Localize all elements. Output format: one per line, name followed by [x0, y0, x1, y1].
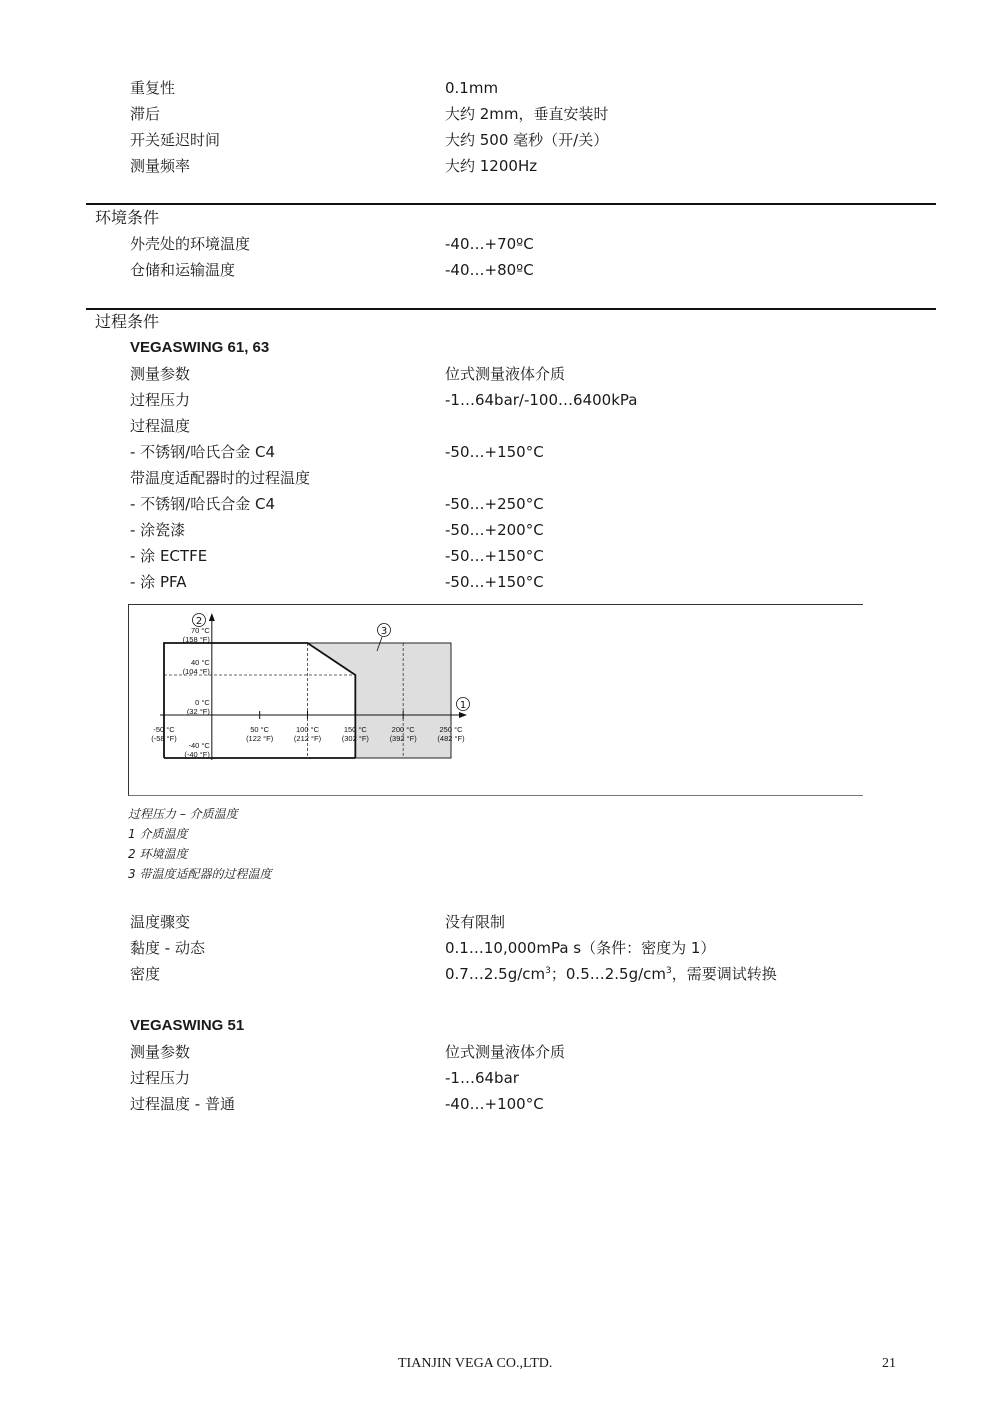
footer-company: TIANJIN VEGA CO.,LTD. [398, 1356, 553, 1371]
spec-value: 位式测量液体介质 [445, 365, 566, 383]
section-divider [86, 203, 936, 205]
spec-label: 过程压力 [130, 391, 191, 409]
spec-value: -1…64bar [445, 1069, 519, 1087]
spec-label: 仓储和运输温度 [130, 261, 236, 279]
section-divider [86, 308, 936, 310]
region-marker-label: 3 [380, 626, 388, 637]
spec-value: 大约 500 毫秒（开/关） [445, 131, 609, 149]
spec-label: - 涂 ECTFE [130, 547, 208, 565]
temperature-chart [129, 605, 863, 795]
spec-value: 0.1…10,000mPa s（条件：密度为 1） [445, 939, 716, 957]
spec-label: 测量频率 [130, 157, 191, 175]
figure-caption-item: 3 带温度适配器的过程温度 [128, 867, 272, 881]
y-tick-label: -40 °C [188, 741, 210, 750]
spec-label: - 不锈钢/哈氏合金 C4 [130, 443, 276, 461]
x-tick-label: 250 °C [439, 725, 463, 734]
x-tick-label: (122 °F) [246, 734, 274, 743]
y-tick-label: (158 °F) [182, 635, 210, 644]
spec-value: -50…+150°C [445, 573, 544, 591]
y-axis-arrow [209, 613, 215, 621]
spec-label: - 不锈钢/哈氏合金 C4 [130, 495, 276, 513]
spec-label: 黏度 - 动态 [130, 939, 205, 957]
x-tick-label: 150 °C [343, 725, 367, 734]
density-value [445, 963, 777, 985]
spec-label: 过程温度 - 普通 [130, 1095, 235, 1113]
figure-caption-item: 2 环境温度 [128, 847, 188, 861]
spec-value: 没有限制 [445, 913, 506, 931]
x-tick-label: 200 °C [391, 725, 415, 734]
spec-value: -50…+150°C [445, 443, 544, 461]
chart-frame [128, 604, 863, 796]
spec-value: -40…+80ºC [445, 261, 534, 279]
superscript: 3 [666, 966, 672, 976]
figure-caption-item: 1 介质温度 [128, 827, 188, 841]
x-tick-label: -50 °C [153, 725, 175, 734]
spec-label: 测量参数 [130, 365, 191, 383]
density-text: ，需要调试转换 [671, 965, 777, 983]
spec-label: 温度骤变 [130, 913, 191, 931]
spec-label: 过程压力 [130, 1069, 191, 1087]
section-title-environment: 环境条件 [95, 208, 160, 227]
superscript: 3 [545, 966, 551, 976]
x-tick-label: (482 °F) [437, 734, 465, 743]
adapter-region [308, 643, 452, 758]
figure-caption-title: 过程压力 – 介质温度 [128, 807, 238, 821]
spec-label: - 涂 PFA [130, 573, 187, 591]
y-tick-label: (-40 °F) [184, 750, 210, 759]
spec-value: -40…+100°C [445, 1095, 544, 1113]
x-axis-arrow [459, 712, 467, 718]
y-tick-label: 0 °C [195, 698, 210, 707]
x-tick-label: 100 °C [295, 725, 320, 734]
density-text: 0.7…2.5g/cm [445, 965, 546, 983]
x-tick-label: (392 °F) [389, 734, 417, 743]
spec-value: -1…64bar/-100…6400kPa [445, 391, 638, 409]
density-text: ；0.5…2.5g/cm [550, 965, 667, 983]
spec-label: 滞后 [130, 105, 161, 123]
x-tick-label: 50 °C [250, 725, 270, 734]
spec-value: 大约 2mm，垂直安装时 [445, 105, 609, 123]
spec-label: 测量参数 [130, 1043, 191, 1061]
x-tick-label: (-58 °F) [151, 734, 177, 743]
page-number: 21 [882, 1356, 896, 1371]
y-axis-marker-label: 2 [195, 616, 203, 627]
spec-value: -50…+150°C [445, 547, 544, 565]
spec-value: -40…+70ºC [445, 235, 534, 253]
model-heading: VEGASWING 61, 63 [130, 339, 270, 356]
spec-label: 开关延迟时间 [130, 131, 221, 149]
y-tick-label: (32 °F) [186, 707, 210, 716]
y-tick-label: 70 °C [190, 626, 210, 635]
spec-value: 位式测量液体介质 [445, 1043, 566, 1061]
model-heading: VEGASWING 51 [130, 1017, 245, 1034]
spec-value: 大约 1200Hz [445, 157, 538, 175]
x-axis-marker-label: 1 [459, 700, 467, 711]
spec-label: 外壳处的环境温度 [130, 235, 251, 253]
spec-value: -50…+200°C [445, 521, 544, 539]
x-tick-label: (212 °F) [293, 734, 322, 743]
spec-label: 过程温度 [130, 417, 191, 435]
spec-value: 0.1mm [445, 79, 499, 97]
spec-label: - 涂瓷漆 [130, 521, 186, 539]
spec-label: 密度 [130, 965, 161, 983]
spec-label: 带温度适配器时的过程温度 [130, 469, 311, 487]
section-title-process: 过程条件 [95, 312, 160, 331]
y-tick-label: 40 °C [190, 658, 210, 667]
spec-value: -50…+250°C [445, 495, 544, 513]
spec-label: 重复性 [130, 79, 176, 97]
y-tick-label: (104 °F) [182, 667, 210, 676]
x-tick-label: (302 °F) [341, 734, 369, 743]
